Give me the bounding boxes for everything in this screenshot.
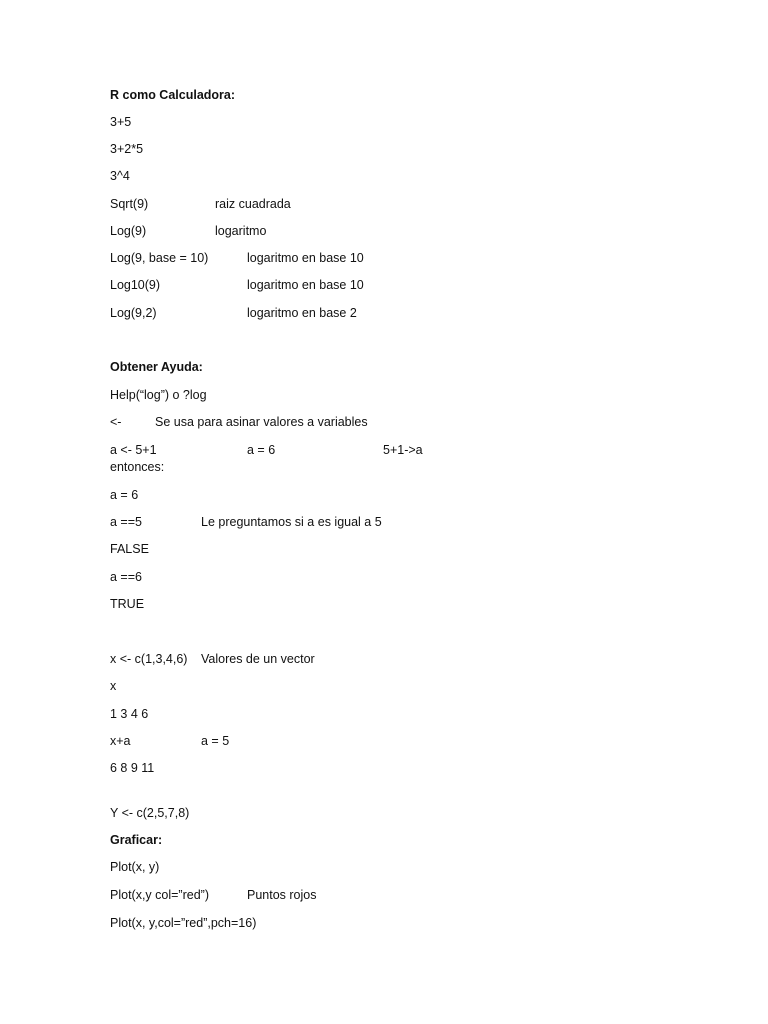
- help-line-3-right: 5+1->a: [383, 443, 423, 457]
- vector-line-2: x: [110, 679, 117, 693]
- vector-line-3: 1 3 4 6: [110, 707, 149, 721]
- section-title-calculator: R como Calculadora:: [110, 88, 236, 102]
- plot-line-2-desc: Puntos rojos: [247, 888, 317, 902]
- vector-line-1-desc: Valores de un vector: [201, 652, 315, 666]
- calc-line-5-desc: logaritmo: [215, 224, 267, 238]
- help-line-2-code: <-: [110, 415, 122, 429]
- help-line-4: a = 6: [110, 488, 139, 502]
- vector-line-4-desc: a = 5: [201, 734, 230, 748]
- vector-line-5: 6 8 9 11: [110, 761, 155, 775]
- help-line-6: FALSE: [110, 542, 149, 556]
- plot-line-2-code: Plot(x,y col=”red”): [110, 888, 209, 902]
- vector-line-1-code: x <- c(1,3,4,6): [110, 652, 188, 666]
- calc-line-8-code: Log(9,2): [110, 306, 157, 320]
- calc-line-4-desc: raiz cuadrada: [215, 197, 291, 211]
- calc-line-3: 3^4: [110, 169, 130, 183]
- calc-line-7-desc: logaritmo en base 10: [247, 278, 364, 292]
- section-title-help: Obtener Ayuda:: [110, 360, 203, 374]
- plot-line-0: Y <- c(2,5,7,8): [110, 806, 190, 820]
- calc-line-7-code: Log10(9): [110, 278, 161, 292]
- help-line-1: Help(“log”) o ?log: [110, 388, 207, 402]
- help-line-2-desc: Se usa para asinar valores a variables: [155, 415, 368, 429]
- help-line-3-code: a <- 5+1: [110, 443, 157, 457]
- calc-line-1: 3+5: [110, 115, 132, 129]
- help-line-5-code: a ==5: [110, 515, 142, 529]
- help-line-3-continuation: entonces:: [110, 460, 165, 474]
- plot-line-3: Plot(x, y,col=”red”,pch=16): [110, 916, 257, 930]
- calc-line-6-code: Log(9, base = 10): [110, 251, 209, 265]
- calc-line-6-desc: logaritmo en base 10: [247, 251, 364, 265]
- calc-line-2: 3+2*5: [110, 142, 144, 156]
- help-line-3-mid: a = 6: [247, 443, 276, 457]
- help-line-5-desc: Le preguntamos si a es igual a 5: [201, 515, 382, 529]
- help-line-7: a ==6: [110, 570, 142, 584]
- help-line-8: TRUE: [110, 597, 145, 611]
- calc-line-4-code: Sqrt(9): [110, 197, 149, 211]
- calc-line-8-desc: logaritmo en base 2: [247, 306, 357, 320]
- calc-line-5-code: Log(9): [110, 224, 147, 238]
- vector-line-4-code: x+a: [110, 734, 131, 748]
- section-title-plot: Graficar:: [110, 833, 163, 847]
- plot-line-1: Plot(x, y): [110, 860, 160, 874]
